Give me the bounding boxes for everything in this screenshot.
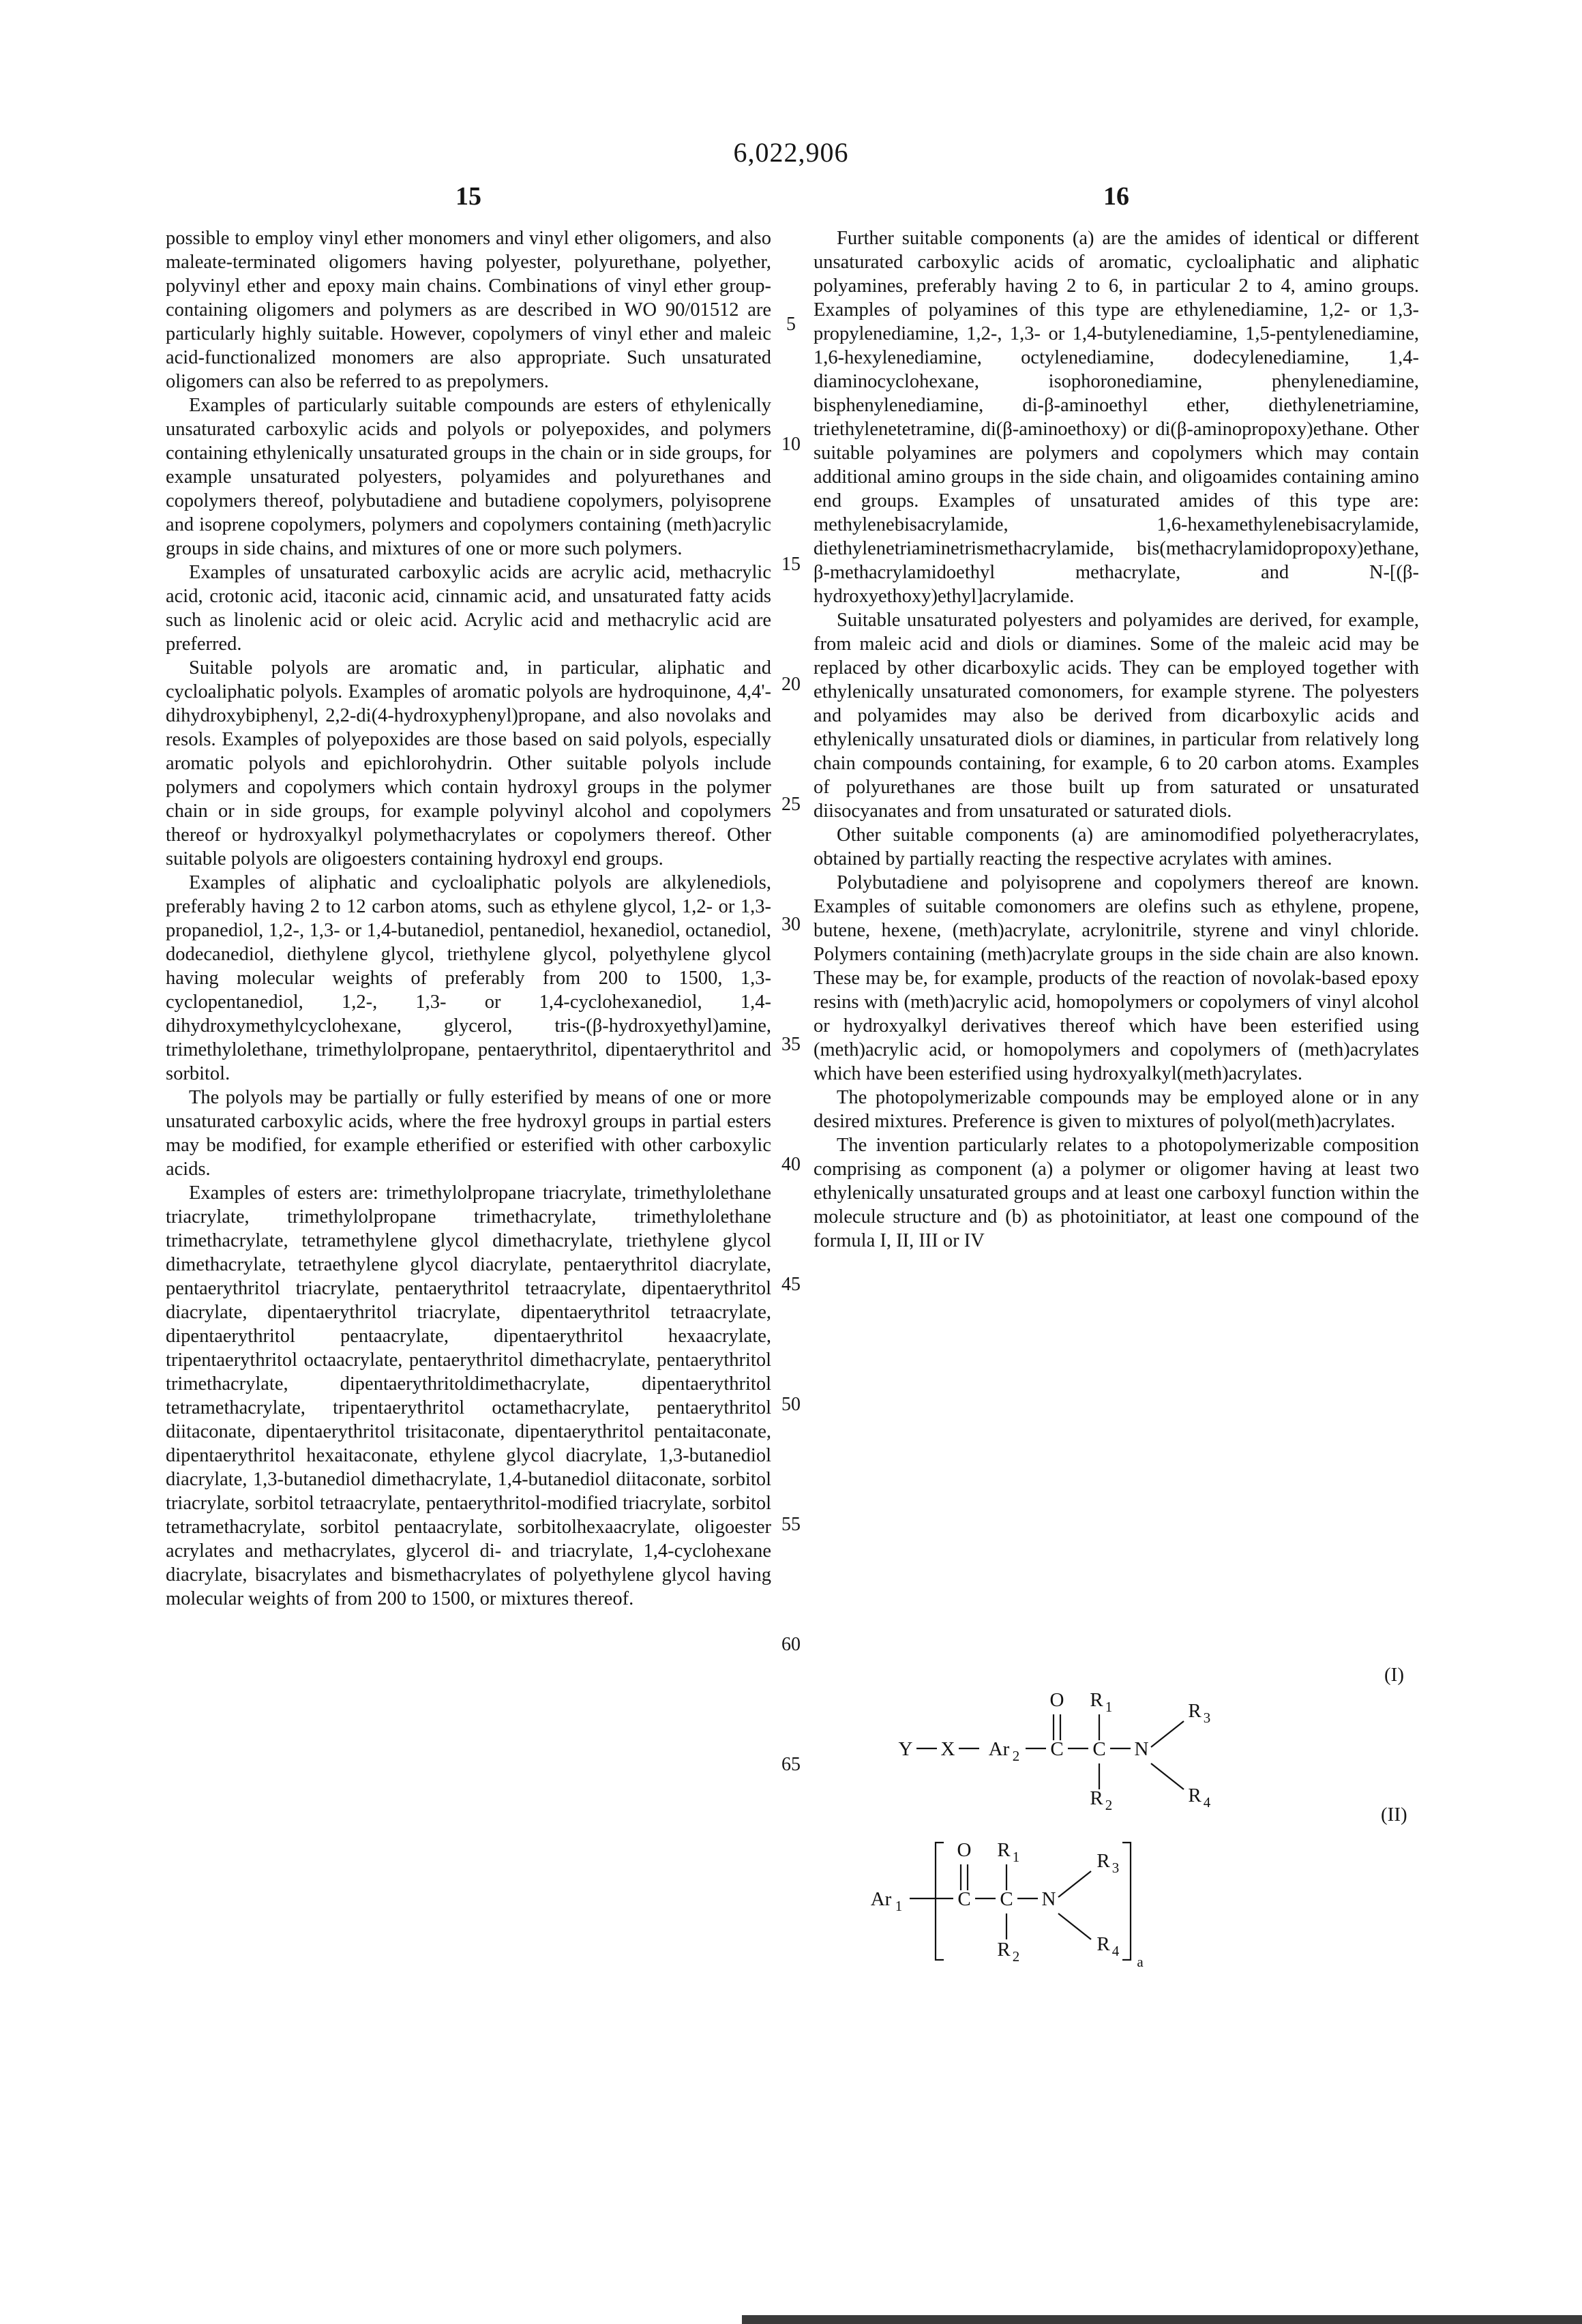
formula-2-group-r2: R — [997, 1939, 1011, 1961]
formula-1-structure — [886, 1679, 1255, 1812]
formula-2-atom-ar: Ar — [870, 1888, 892, 1910]
formula-1-atom-ar: Ar — [988, 1738, 1010, 1760]
left-paragraph-3: Examples of unsaturated carboxylic acids are acrylic acid, methacrylic acid, crotonic acid, itaconic acid, cinnamic acid, and unsaturated fatty acids such as linolenic acid or oleic acid. Acrylic acid and methacrylic acid are preferred. — [166, 562, 771, 655]
formula-1-group-r4: R — [1188, 1785, 1202, 1806]
formula-2-group-r1: R — [997, 1839, 1011, 1861]
patent-number: 6,022,906 — [733, 137, 849, 168]
formula-1-atom-x: X — [940, 1738, 955, 1760]
formula-1-ar-subscript: 2 — [1012, 1748, 1020, 1764]
formula-2-ar-subscript: 1 — [895, 1898, 903, 1914]
formula-2-r2-subscript: 2 — [1012, 1948, 1020, 1965]
gutter-line-number: 65 — [781, 1754, 801, 1775]
formula-1-group-r2: R — [1090, 1787, 1103, 1809]
formula-1-r3-subscript: 3 — [1203, 1710, 1211, 1726]
left-paragraph-2: Examples of particularly suitable compounds are esters of ethylenically unsaturated carboxylic acids and polyols or polyepoxides, and polymers containing ethylenically unsaturated groups in the chain or in side groups, for example unsaturated polyesters, polyamides and polyurethanes and copolymers thereof, polybutadiene and butadiene copolymers, polyisoprene and isoprene copolymers, polymers and copolymers containing (meth)acrylic groups in side chains, and mixtures of one or more such polymers. — [166, 395, 771, 559]
formula-2-repeat-subscript: a — [1137, 1954, 1144, 1969]
right-column-number: 16 — [1103, 182, 1129, 211]
formula-2-label: (II) — [1381, 1804, 1407, 1826]
right-paragraph-5: The photopolymerizable compounds may be employed alone or in any desired mixtures. Preference is given to mixtures of polyol(meth)acrylates. — [814, 1087, 1419, 1132]
formula-2-group-r3: R — [1096, 1850, 1110, 1872]
right-paragraph-3: Other suitable components (a) are aminomodified polyetheracrylates, obtained by partially reacting the respective acrylates with amines. — [814, 824, 1419, 869]
left-column-number: 15 — [456, 182, 481, 211]
gutter-line-number: 10 — [781, 434, 801, 455]
left-column — [166, 226, 771, 1611]
gutter-line-number: 5 — [786, 314, 796, 335]
formula-2-atom-c1: C — [957, 1888, 971, 1910]
gutter-line-number: 60 — [781, 1634, 801, 1655]
formula-2-r1-subscript: 1 — [1012, 1849, 1020, 1865]
formula-1-r2-subscript: 2 — [1105, 1797, 1113, 1812]
formula-2-r3-subscript: 3 — [1111, 1860, 1120, 1876]
left-paragraph-7: Examples of esters are: trimethylolpropane triacrylate, trimethylolethane triacrylate, trimethylolpropane trimethacrylate, trimethylolethane trimethacrylate, tetramethylene glycol dimethacrylate, triethylene glycol dimethacrylate, tetraethylene glycol diacrylate, pentaerythritol diacrylate, pentaerythritol triacrylate, pentaerythritol tetraacrylate, dipentaerythritol diacrylate, dipentaerythritol triacrylate, dipentaerythritol tetraacrylate, dipentaerythritol pentaacrylate, dipentaerythritol hexaacrylate, tripentaerythritol octaacrylate, pentaerythritol dimethacrylate, pentaerythritol trimethacrylate, dipentaerythritoldimethacrylate, dipentaerythritol tetramethacrylate, tripentaerythritol octamethacrylate, pentaerythritol diitaconate, dipentaerythritol trisitaconate, dipentaerythritol pentaitaconate, dipentaerythritol hexaitaconate, ethylene glycol diacrylate, 1,3-butanediol diacrylate, 1,3-butanediol dimethacrylate, 1,4-butanediol diitaconate, sorbitol triacrylate, sorbitol tetraacrylate, pentaerythritol-modified triacrylate, sorbitol tetramethacrylate, sorbitol pentaacrylate, sorbitolhexaacrylate, oligoester acrylates and methacrylates, glycerol di- and triacrylate, 1,4-cyclohexane diacrylate, bisacrylates and bismethacrylates of polyethylene glycol having molecular weights of from 200 to 1500, or mixtures thereof. — [166, 1182, 771, 1609]
formula-1-atom-o: O — [1049, 1689, 1064, 1711]
formula-1-r1-subscript: 1 — [1105, 1699, 1113, 1715]
gutter-line-number: 15 — [781, 554, 801, 575]
gutter-line-number: 50 — [781, 1394, 801, 1415]
right-column — [814, 226, 1419, 1253]
gutter-line-number: 20 — [781, 674, 801, 695]
gutter-line-number: 45 — [781, 1274, 801, 1295]
left-paragraph-6: The polyols may be partially or fully esterified by means of one or more unsaturated carboxylic acids, where the free hydroxyl groups in partial esters may be modified, for example etherified or esterified with other carboxylic acids. — [166, 1087, 771, 1180]
gutter-line-number: 25 — [781, 794, 801, 815]
left-paragraph-4: Suitable polyols are aromatic and, in particular, aliphatic and cycloaliphatic polyols. Examples of aromatic polyols are hydroquinone, 4,4'-dihydroxybiphenyl, 2,2-di(4-hydroxyphenyl)propane, and also novolaks and resols. Examples of polyepoxides are those based on said polyols, especially aromatic polyols and epichlorohydrin. Other suitable polyols include polymers and copolymers which contain hydroxyl groups in the polymer chain or in side groups, for example polyvinyl alcohol and copolymers thereof or hydroxyalkyl polymethacrylates or copolymers thereof. Other suitable polyols are oligoesters containing hydroxyl end groups. — [166, 657, 771, 869]
gutter-line-number: 30 — [781, 914, 801, 935]
gutter-line-number: 40 — [781, 1154, 801, 1175]
left-paragraph-5: Examples of aliphatic and cycloaliphatic polyols are alkylenediols, preferably having 2 to 12 carbon atoms, such as ethylene glycol, 1,2- or 1,3-propanediol, 1,2-, 1,3- or 1,4-butanediol, pentanediol, hexanediol, octanediol, dodecanediol, diethylene glycol, triethylene glycol, polyethylene glycol having molecular weights of preferably from 200 to 1500, 1,3-cyclopentanediol, 1,2-, 1,3- or 1,4-cyclohexanediol, 1,4-dihydroxymethylcyclohexane, glycerol, tris-(β-hydroxyethyl)amine, trimethylolethane, trimethylolpropane, pentaerythritol, dipentaerythritol and sorbitol. — [166, 872, 771, 1084]
formula-2-right-bracket — [1122, 1843, 1131, 1960]
scan-artifact-bar — [742, 2315, 1582, 2324]
right-paragraph-6: The invention particularly relates to a photopolymerizable composition comprising as component (a) a polymer or oligomer having at least two ethylenically unsaturated groups and at least one carboxyl function within the molecule structure and (b) as photoinitiator, at least one compound of the formula I, II, III or IV — [814, 1135, 1419, 1251]
right-paragraph-4: Polybutadiene and polyisoprene and copolymers thereof are known. Examples of suitable comonomers are olefins such as ethylene, propene, butene, hexene, (meth)acrylate, acrylonitrile, styrene and vinyl chloride. Polymers containing (meth)acrylate groups in the side chain are also known. These may be, for example, products of the reaction of novolak-based epoxy resins with (meth)acrylic acid, homopolymers or copolymers of vinyl alcohol or hydroxyalkyl derivatives thereof which have been esterified using (meth)acrylic acid, or homopolymers and copolymers of (meth)acrylates which have been esterified using hydroxyalkyl(meth)acrylates. — [814, 872, 1419, 1084]
right-paragraph-1: Further suitable components (a) are the amides of identical or different unsaturated carboxylic acids of aromatic, cycloaliphatic and aliphatic polyamines, preferably having 2 to 6, in particular 2 to 4, amino groups. Examples of polyamines of this type are ethylenediamine, 1,2- or 1,3-propylenediamine, 1,2-, 1,3- or 1,4-butylenediamine, 1,5-pentylenediamine, 1,6-hexylenediamine, octylenediamine, dodecylenediamine, 1,4-diaminocyclohexane, isophoronediamine, phenylenediamine, bisphenylenediamine, di-β-aminoethyl ether, diethylenetriamine, triethylenetetramine, di(β-aminoethoxy) or di(β-aminopropoxy)ethane. Other suitable polyamines are polymers and copolymers which may contain additional amino groups in the side chain, and oligoamides containing amino end groups. Examples of unsaturated amides of this type are: methylenebisacrylamide, 1,6-hexamethylenebisacrylamide, diethylenetriaminetrismethacrylamide, bis(methacrylamidopropoxy)ethane, β-methacrylamidoethyl methacrylate, and N-[(β-hydroxyethoxy)ethyl]acrylamide. — [814, 228, 1419, 607]
formula-2-atom-o: O — [957, 1839, 972, 1861]
left-paragraph-1: possible to employ vinyl ether monomers and vinyl ether oligomers, and also maleate-terminated oligomers having polyester, polyurethane, polyether, polyvinyl ether and epoxy main chains. Combinations of vinyl ether group-containing oligomers and polymers as are described in WO 90/01512 are particularly highly suitable. However, copolymers of vinyl ether and maleic acid-functionalized monomers are also appropriate. Such unsaturated oligomers can also be referred to as prepolymers. — [166, 228, 771, 392]
gutter-line-number: 55 — [781, 1514, 801, 1535]
formula-2-atom-c2: C — [1000, 1888, 1013, 1910]
formula-1-atom-y: Y — [898, 1738, 913, 1760]
formula-1-group-r3: R — [1188, 1700, 1202, 1722]
formula-1-r4-subscript: 4 — [1203, 1794, 1211, 1811]
formula-1-atom-c1: C — [1050, 1738, 1064, 1760]
formula-2-r4-subscript: 4 — [1111, 1943, 1120, 1959]
right-paragraph-2: Suitable unsaturated polyesters and polyamides are derived, for example, from maleic acid and diols or diamines. Some of the maleic acid may be replaced by other dicarboxylic acids. They can be employed together with ethylenically unsaturated comonomers, for example styrene. The polyesters and polyamides may also be derived from dicarboxylic acids and ethylenically unsaturated diols or diamines, in particular from relatively long chain compounds containing, for example, 6 to 20 carbon atoms. Examples of polyurethanes are those built up from saturated or unsaturated diisocyanates and from unsaturated or saturated diols. — [814, 610, 1419, 822]
formula-1-atom-n: N — [1134, 1738, 1149, 1760]
gutter-line-number: 35 — [781, 1034, 801, 1055]
formula-2-left-bracket — [936, 1843, 944, 1960]
formula-2-structure — [861, 1822, 1242, 1969]
formula-1-group-r1: R — [1090, 1689, 1103, 1711]
formula-1-atom-c2: C — [1092, 1738, 1106, 1760]
formula-1-label: (I) — [1384, 1664, 1404, 1686]
formula-2-group-r4: R — [1096, 1933, 1110, 1955]
formula-2-atom-n: N — [1041, 1888, 1056, 1910]
